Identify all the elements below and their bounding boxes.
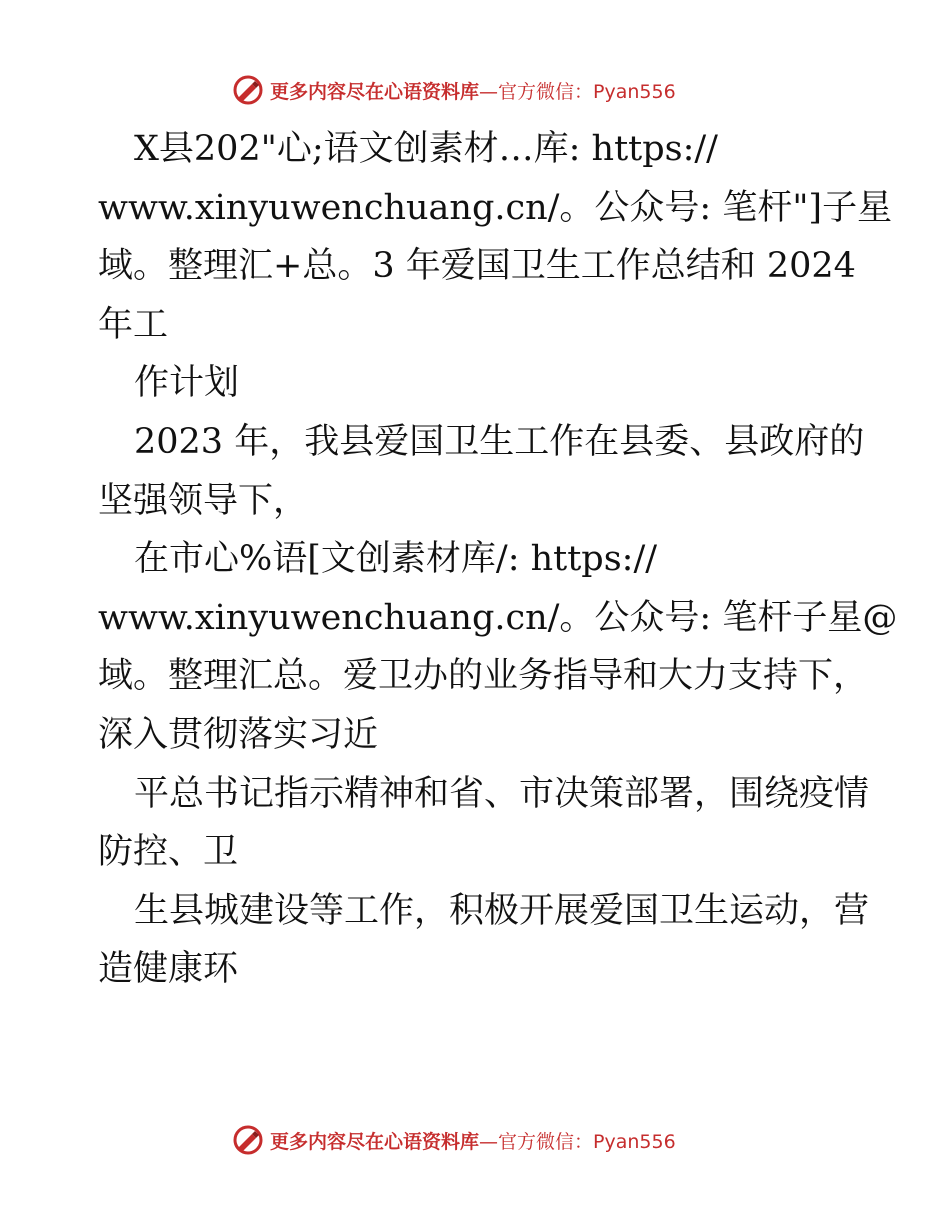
body-line-7: 坚强领导下， — [98, 480, 309, 521]
footer-banner — [232, 1120, 712, 1160]
footer-banner-text — [270, 1127, 676, 1154]
header-banner — [232, 70, 712, 110]
header-banner-wechat: 官方微信：Pyan556 — [498, 80, 676, 103]
body-line-12: 平总书记指示精神和省、市决策部署，围绕疫情 — [134, 773, 870, 814]
body-line-4: 年工 — [98, 304, 169, 345]
header-banner-dash: — — [479, 80, 499, 103]
body-line-9: www.xinyuwenchuang.cn/。公众号: 笔杆子星@ — [98, 597, 898, 638]
pen-circle-logo-icon — [232, 1124, 264, 1156]
document-body — [98, 120, 898, 999]
body-line-11: 深入贯彻落实习近 — [98, 714, 379, 755]
body-line-3: 域。整理汇+总。3 年爱国卫生工作总结和 2024 — [98, 246, 856, 287]
footer-banner-wechat: 官方微信：Pyan556 — [498, 1130, 676, 1153]
body-line-2: www.xinyuwenchuang.cn/。公众号: 笔杆"]子星 — [98, 187, 893, 228]
body-line-15: 造健康环 — [98, 949, 239, 990]
body-line-1: X县202"心;语文创素材…库: https:// — [134, 129, 718, 169]
header-banner-text — [270, 77, 676, 104]
body-line-6: 2023 年，我县爱国卫生工作在县委、县政府的 — [134, 421, 865, 462]
body-line-10: 域。整理汇总。爱卫办的业务指导和大力支持下， — [98, 656, 869, 697]
header-banner-title: 更多内容尽在心语资料库 — [270, 80, 480, 103]
body-line-5: 作计划 — [134, 363, 240, 404]
body-line-13: 防控、卫 — [98, 832, 239, 873]
footer-banner-dash: — — [479, 1130, 499, 1153]
body-line-14: 生县城建设等工作，积极开展爱国卫生运动，营 — [134, 890, 870, 931]
body-line-8: 在市心%语[文创素材库/: https:// — [134, 539, 658, 580]
footer-banner-title: 更多内容尽在心语资料库 — [270, 1130, 480, 1153]
pen-circle-logo-icon — [232, 74, 264, 106]
